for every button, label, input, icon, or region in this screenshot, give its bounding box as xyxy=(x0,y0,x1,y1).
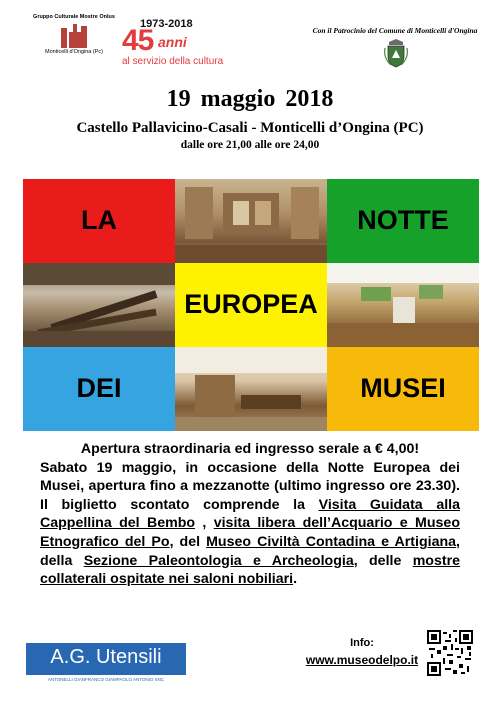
grid-word-musei: MUSEI xyxy=(360,373,446,403)
castle-icon xyxy=(59,22,89,48)
organization-place: Monticelli d'Ongina (Pc) xyxy=(45,49,103,55)
municipal-crest-icon xyxy=(383,38,409,68)
price-announcement: Apertura straordinaria ed ingresso serale a € 4,00! xyxy=(80,441,420,457)
grid-word-europea: EUROPEA xyxy=(184,289,318,319)
description-text: Sabato 19 maggio, in occasione della Notte Europea dei Musei, apertura fino a mezzanotte (ultimo ingresso ore 23.30). Il biglietto scontato comprende la xyxy=(40,459,460,513)
sponsor-logo xyxy=(26,643,186,675)
grid-word-notte: NOTTE xyxy=(357,205,449,235)
grid-cell-la xyxy=(23,179,175,263)
grid-cell-europea xyxy=(175,263,327,347)
photo-boats-exhibit xyxy=(23,263,175,347)
organization-name: Gruppo Culturale Mostre Onlus xyxy=(33,14,115,20)
event-time: dalle ore 21,00 alle ore 24,00 xyxy=(180,139,320,151)
link-cappellina-bembo[interactable]: Visita Guidata alla Cappellina del Bembo xyxy=(40,496,460,532)
separator-text: , xyxy=(195,515,214,532)
link-mostre-collaterali[interactable]: mostre collaterali ospitate nei saloni nobiliari xyxy=(40,552,460,588)
separator-text: . xyxy=(293,571,298,588)
sponsor-name: A.G. Utensili xyxy=(50,646,162,668)
link-sezione-paleontologia[interactable]: Sezione Paleontologia e Archeologia xyxy=(83,552,354,569)
anniversary-years: 1973-2018 xyxy=(140,18,193,30)
event-date: 19 maggio 2018 xyxy=(166,86,334,112)
separator-text: , del xyxy=(169,533,207,550)
grid-word-la: LA xyxy=(81,205,117,235)
qr-code-icon[interactable] xyxy=(427,630,473,676)
info-label: Info: xyxy=(350,637,374,649)
sponsor-subtitle: ANTONELLI GIANFRANCO GIAMPAOLO ANTONIO SNC xyxy=(47,677,165,682)
anniversary-number: 45 xyxy=(122,24,154,57)
anniversary-word: anni xyxy=(158,34,187,50)
grid-cell-dei xyxy=(23,347,175,431)
event-place: Castello Pallavicino-Casali - Monticelli d’Ongina (PC) xyxy=(76,120,424,136)
separator-text: , delle xyxy=(353,552,413,569)
info-website-link[interactable]: www.museodelpo.it xyxy=(305,653,419,667)
anniversary-tagline: al servizio della cultura xyxy=(122,56,224,67)
event-description xyxy=(40,440,460,589)
grid-cell-notte xyxy=(327,179,479,263)
patronage-text: Con il Patrocinio del Comune di Monticelli d'Ongina xyxy=(312,26,478,35)
organization-logo xyxy=(32,14,116,55)
link-acquario-museo[interactable]: visita libera dell’Acquario e Museo Etnografico del Po xyxy=(40,515,460,550)
separator-text: , della xyxy=(40,533,460,569)
photo-study-room xyxy=(175,347,327,431)
photo-museum-room xyxy=(327,263,479,347)
grid-word-dei: DEI xyxy=(76,373,122,403)
link-museo-civilta[interactable]: Museo Civiltà Contadina e Artigiana xyxy=(206,533,457,550)
photo-chapel-fresco xyxy=(175,179,327,263)
description-paragraph xyxy=(40,459,460,589)
grid-cell-musei xyxy=(327,347,479,431)
